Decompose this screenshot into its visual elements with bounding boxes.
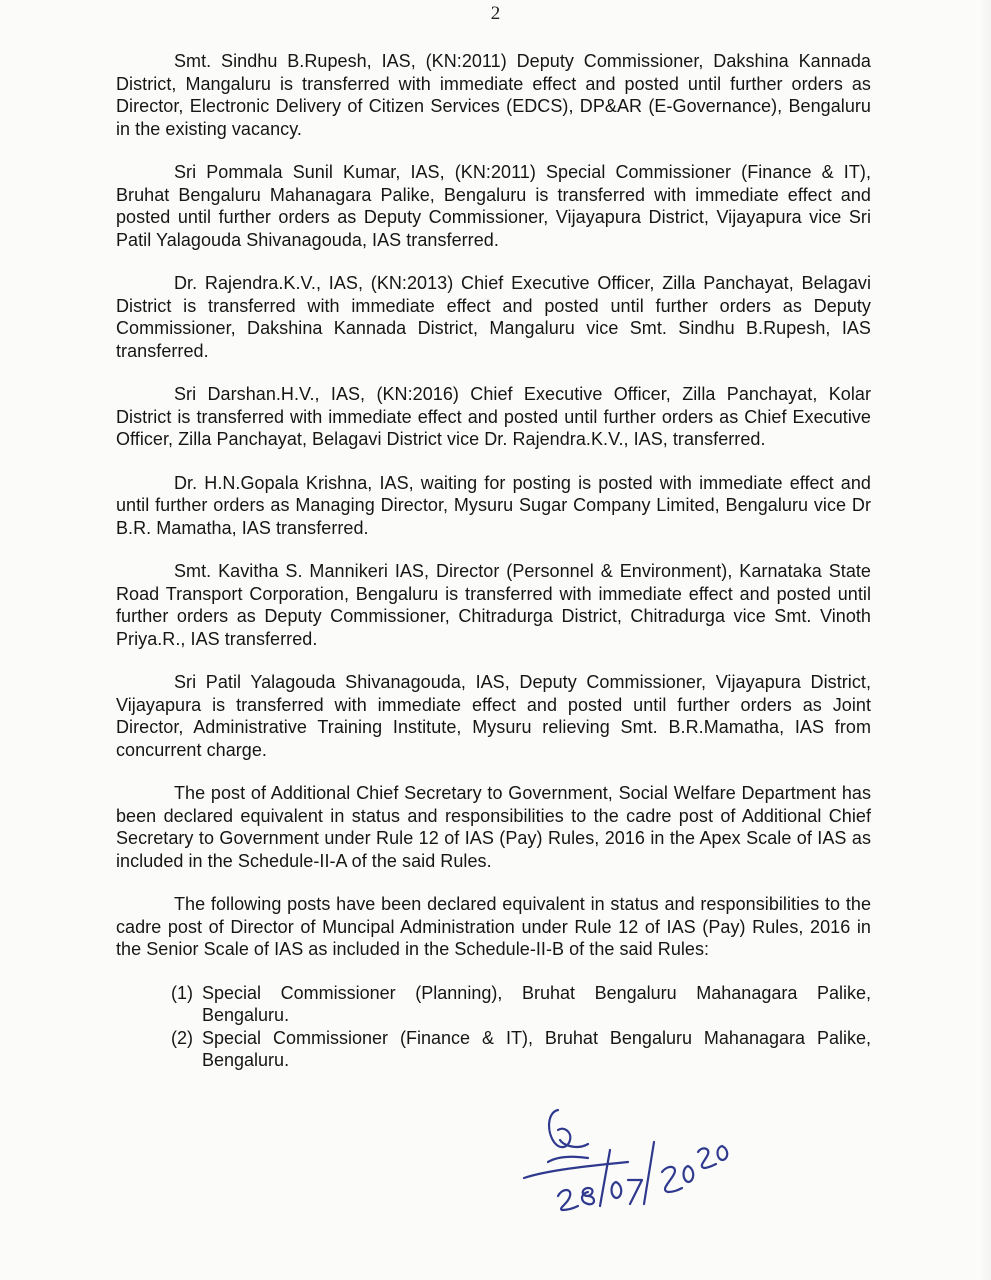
paragraph: Sri Darshan.H.V., IAS, (KN:2016) Chief Executive Officer, Zilla Panchayat, Kolar District is transferred with immediate effect and posted until further orders as Chief Executive Officer, Zilla Panchayat, Belagavi District vice Dr. Rajendra.K.V., IAS, transferred. — [116, 384, 871, 449]
paragraph: Dr. Rajendra.K.V., IAS, (KN:2013) Chief Executive Officer, Zilla Panchayat, Belagavi District is transferred with immediate effect and posted until further orders as Deputy Commissioner, Dakshina Kannada District, Mangaluru vice Smt. Sindhu B.Rupesh, IAS transferred. — [116, 273, 871, 361]
list-item — [116, 1027, 871, 1072]
paragraph: Sri Pommala Sunil Kumar, IAS, (KN:2011) Special Commissioner (Finance & IT), Bruhat Bengaluru Mahanagara Palike, Bengaluru is transferred with immediate effect and posted until further orders as Deputy Commissioner, Vijayapura District, Vijayapura vice Sri Patil Yalagouda Shivanagouda, IAS transferred. — [116, 162, 871, 250]
equivalent-posts-list — [116, 982, 871, 1072]
handwritten-signature — [518, 1100, 738, 1225]
list-item-text: Special Commissioner (Finance & IT), Bruhat Bengaluru Mahanagara Palike, Bengaluru. — [202, 1027, 871, 1070]
paragraph: The post of Additional Chief Secretary to Government, Social Welfare Department has been declared equivalent in status and responsibilities to the cadre post of Additional Chief Secretary to Government under Rule 12 of IAS (Pay) Rules, 2016 in the Apex Scale of IAS as included in the Schedule-II-A of the said Rules. — [116, 783, 871, 871]
paragraph: Sri Patil Yalagouda Shivanagouda, IAS, Deputy Commissioner, Vijayapura District, Vijayapura is transferred with immediate effect and posted until further orders as Joint Director, Administrative Training Institute, Mysuru relieving Smt. B.R.Mamatha, IAS from concurrent charge. — [116, 672, 871, 760]
list-item-text: Special Commissioner (Planning), Bruhat Bengaluru Mahanagara Palike, Bengaluru. — [202, 982, 871, 1025]
scan-edge-shadow — [979, 0, 991, 1280]
document-body — [116, 50, 871, 1072]
list-item-number: (2) — [171, 1027, 193, 1048]
paragraph: Smt. Sindhu B.Rupesh, IAS, (KN:2011) Deputy Commissioner, Dakshina Kannada District, Mangaluru is transferred with immediate effect and posted until further orders as Director, Electronic Delivery of Citizen Services (EDCS), DP&AR (E-Governance), Bengaluru in the existing vacancy. — [116, 51, 871, 139]
list-item-number: (1) — [171, 982, 193, 1003]
paragraph: Dr. H.N.Gopala Krishna, IAS, waiting for posting is posted with immediate effect and until further orders as Managing Director, Mysuru Sugar Company Limited, Bengaluru vice Dr B.R. Mamatha, IAS transferred. — [116, 472, 871, 538]
page-number: 2 — [490, 3, 501, 24]
paragraph: Smt. Kavitha S. Mannikeri IAS, Director (Personnel & Environment), Karnataka State Road Transport Corporation, Bengaluru is transferred with immediate effect and posted until further orders as Deputy Commissioner, Chitradurga District, Chitradurga vice Smt. Vinoth Priya.R., IAS transferred. — [116, 561, 871, 649]
paragraph: The following posts have been declared equivalent in status and responsibilities to the cadre post of Director of Muncipal Administration under Rule 12 of IAS (Pay) Rules, 2016 in the Senior Scale of IAS as included in the Schedule-II-B of the said Rules: — [116, 894, 871, 959]
list-item — [116, 982, 871, 1027]
